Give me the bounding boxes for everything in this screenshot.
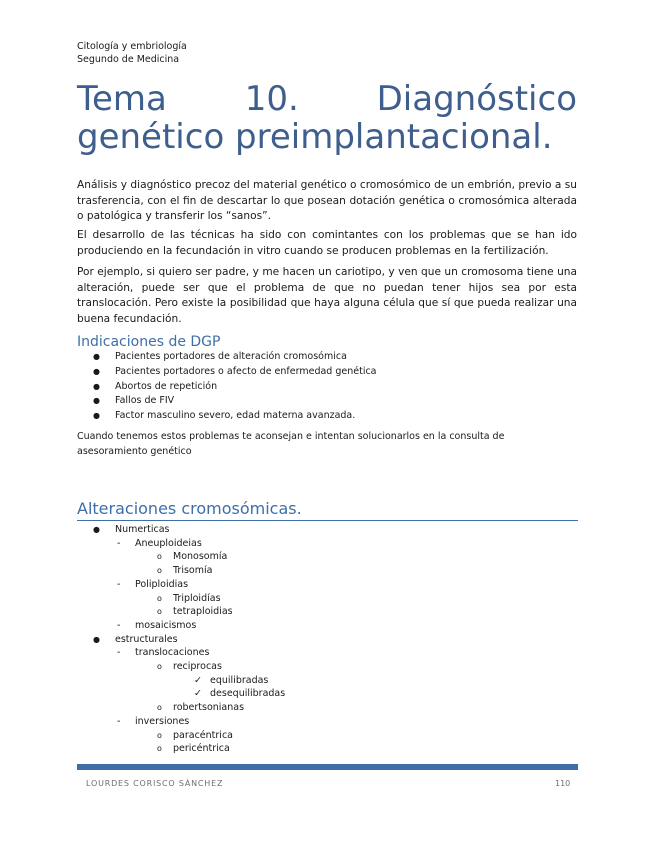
list-item: ● Pacientes portadores o afecto de enfermedad genética xyxy=(93,365,377,380)
outline-marker: ● xyxy=(93,525,100,534)
outline-marker: o xyxy=(157,593,162,603)
outline-text: pericéntrica xyxy=(173,743,230,755)
header-course: Segundo de Medicina xyxy=(77,54,180,65)
outline-text: mosaicismos xyxy=(135,619,197,631)
page-title: Tema 10. Diagnóstico genético preimplantacional. xyxy=(77,79,577,157)
outline-text: Numerticas xyxy=(115,524,170,535)
outline-text: Monosomía xyxy=(173,551,228,563)
outline-marker: ● xyxy=(93,634,100,644)
header-subject: Citología y embriología xyxy=(77,41,187,52)
outline-marker: - xyxy=(117,578,121,590)
outline-item xyxy=(93,674,285,688)
outline-text: translocaciones xyxy=(135,647,210,659)
outline-marker: o xyxy=(157,703,162,713)
outline-marker: - xyxy=(117,647,121,659)
outline-item xyxy=(93,523,285,537)
list-item: ● Fallos de FIV xyxy=(93,394,377,409)
outline-item xyxy=(93,715,285,729)
outline-item xyxy=(93,742,285,756)
running-header xyxy=(77,40,187,66)
outline-item xyxy=(93,605,285,619)
page-number: 110 xyxy=(555,779,571,788)
paragraph-development: El desarrollo de las técnicas ha sido con comintantes con los problemas que se han ido produciendo en la fecundación in vitro cuando se producen problemas en la fertilización. xyxy=(77,229,577,257)
outline-marker: o xyxy=(157,662,162,672)
outline-item xyxy=(93,660,285,674)
dgp-indications-list xyxy=(93,350,377,424)
footer-bar xyxy=(77,764,578,770)
outline-item xyxy=(93,564,285,578)
outline-item xyxy=(93,537,285,551)
paragraph-example: Por ejemplo, si quiero ser padre, y me hacen un cariotipo, y ven que un cromosoma tiene una alteración, puede ser que el problema de que no puedan tener hijos sea por esta translocación. Pero existe la posibilidad que haya alguna célula que sí que pueda realizar una buena fecundación. xyxy=(77,266,577,325)
outline-text: equilibradas xyxy=(210,674,269,686)
outline-text: reciprocas xyxy=(173,661,222,673)
outline-item xyxy=(93,701,285,715)
outline-marker: o xyxy=(157,744,162,754)
outline-marker: o xyxy=(157,552,162,562)
list-item: ● Factor masculino severo, edad materna avanzada. xyxy=(93,409,377,424)
outline-marker: - xyxy=(117,537,121,549)
outline-item xyxy=(93,550,285,564)
list-item: ● Pacientes portadores de alteración cromosómica xyxy=(93,350,377,365)
outline-item xyxy=(93,592,285,606)
footer-author: LOURDES CORISCO SÁNCHEZ xyxy=(86,779,224,788)
outline-marker: ✓ xyxy=(194,688,202,700)
outline-text: paracéntrica xyxy=(173,729,233,741)
outline-text: Aneuploideias xyxy=(135,537,202,549)
outline-text: tetraploidias xyxy=(173,606,233,618)
outline-text: Triploidías xyxy=(173,592,221,604)
outline-text: Trisomía xyxy=(173,565,213,577)
outline-text: Poliploidias xyxy=(135,578,189,590)
outline-marker: o xyxy=(157,566,162,576)
outline-text: desequilibradas xyxy=(210,688,286,700)
outline-marker: ✓ xyxy=(194,674,202,686)
paragraph-definition: Análisis y diagnóstico precoz del material genético o cromosómico de un embrión, previo a su trasferencia, con el fin de descartar lo que posean dotación genética o cromosómica alterada o patológica y transferir los “sanos”. xyxy=(77,179,577,222)
outline-item xyxy=(93,578,285,592)
outline-marker: - xyxy=(117,715,121,727)
outline-item xyxy=(93,729,285,743)
outline-marker: o xyxy=(157,607,162,617)
outline-marker: o xyxy=(157,730,162,740)
section-heading-alterations: Alteraciones cromosómicas. xyxy=(77,498,578,521)
list-item: ● Abortos de repetición xyxy=(93,380,377,395)
outline-item xyxy=(93,619,285,633)
outline-text: inversiones xyxy=(135,715,190,727)
dgp-note: Cuando tenemos estos problemas te aconsejan e intentan solucionarlos en la consulta de asesoramiento genético xyxy=(77,431,505,457)
alterations-outline xyxy=(93,523,285,756)
outline-text: estructurales xyxy=(115,633,178,645)
outline-item xyxy=(93,633,285,647)
section-heading-dgp: Indicaciones de DGP xyxy=(77,334,221,350)
outline-item xyxy=(93,687,285,701)
outline-item xyxy=(93,646,285,660)
outline-text: robertsonianas xyxy=(173,702,245,714)
outline-marker: - xyxy=(117,619,121,631)
